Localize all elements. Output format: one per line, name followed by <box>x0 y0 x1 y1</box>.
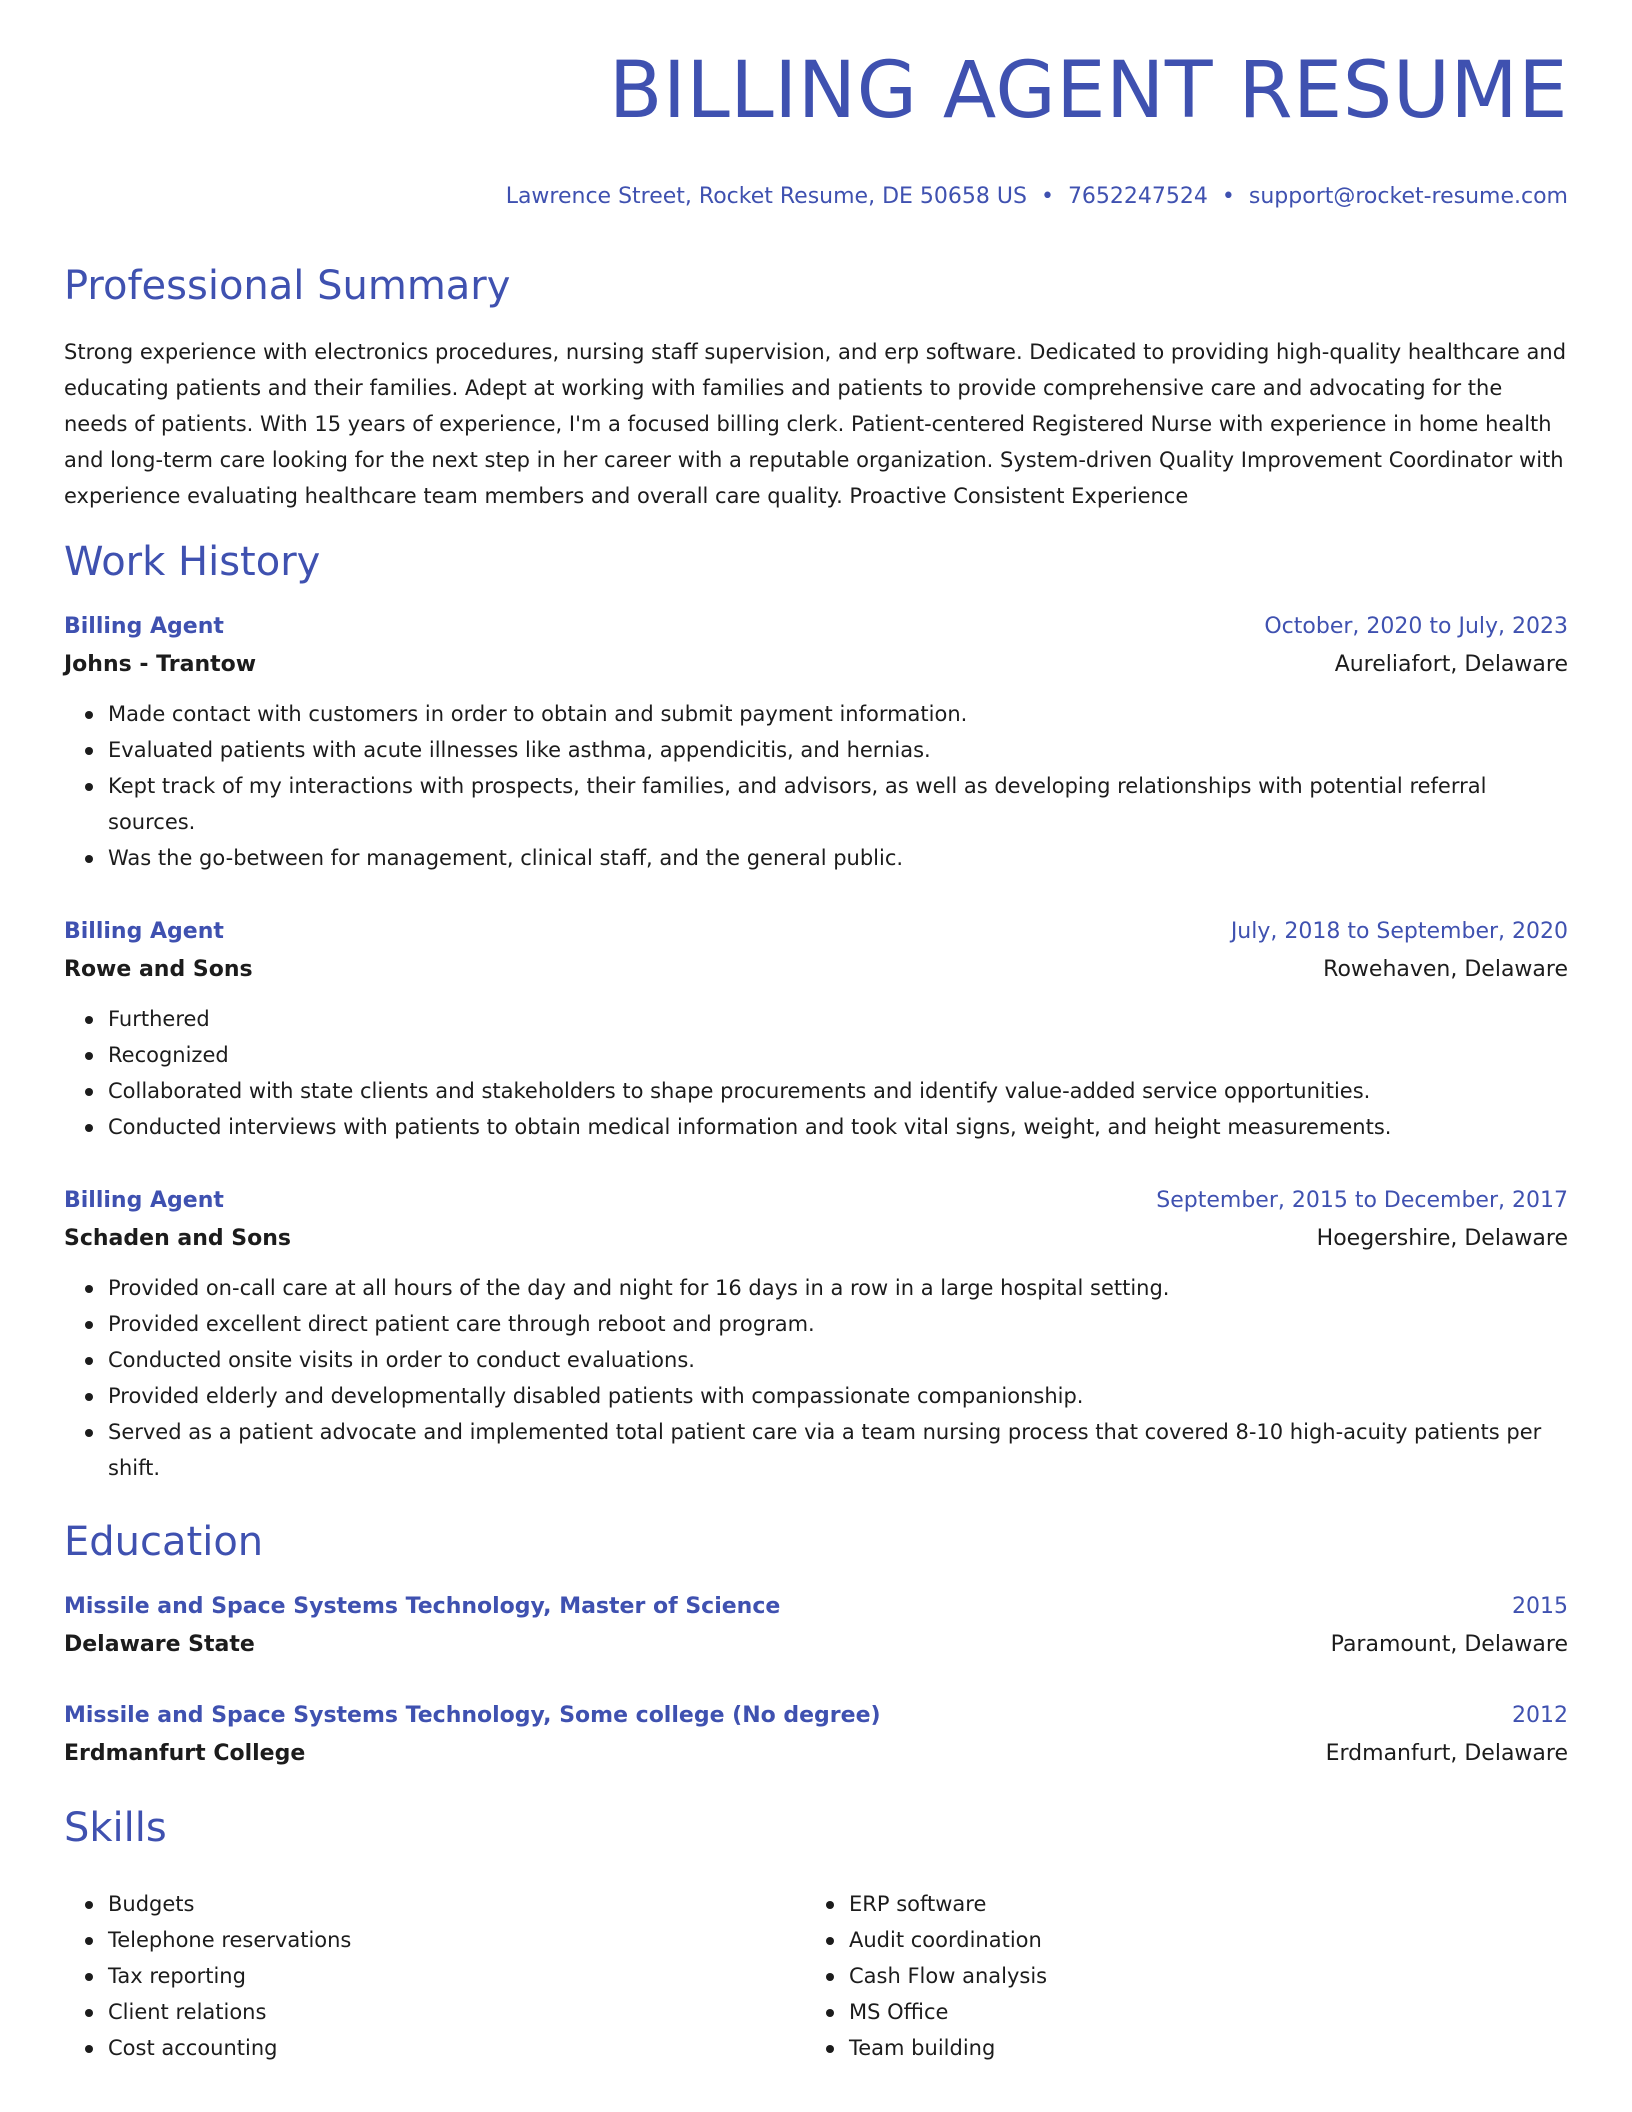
skills-heading: Skills <box>64 1805 167 1851</box>
bullet-item: Evaluated patients with acute illnesses like asthma, appendicitis, and hernias. <box>108 732 1568 768</box>
skill-item: Telephone reservations <box>108 1922 764 1958</box>
bullet-item: Recognized <box>108 1037 1568 1073</box>
skill-item: Tax reporting <box>108 1958 764 1994</box>
education-heading: Education <box>64 1519 264 1565</box>
education-school: Erdmanfurt College <box>64 1741 306 1766</box>
bullet-item: Conducted onsite visits in order to conduct evaluations. <box>108 1342 1568 1378</box>
job-entry <box>64 913 1568 1145</box>
job-title: Billing Agent <box>64 919 224 944</box>
bullet-item: Provided on-call care at all hours of the day and night for 16 days in a row in a large hospital setting. <box>108 1270 1568 1306</box>
contact-phone: 7652247524 <box>1067 184 1208 209</box>
skill-item: Team building <box>849 2030 1505 2066</box>
bullet-item: Furthered <box>108 1001 1568 1037</box>
education-year: 2015 <box>1512 1594 1568 1619</box>
job-dates: September, 2015 to December, 2017 <box>1156 1188 1568 1213</box>
skill-item: Client relations <box>108 1994 764 2030</box>
work-history-heading: Work History <box>64 539 321 585</box>
job-location: Rowehaven, Delaware <box>1323 957 1568 982</box>
education-location: Paramount, Delaware <box>1330 1632 1568 1657</box>
job-bullets <box>64 1270 1568 1486</box>
job-location: Aureliafort, Delaware <box>1334 652 1568 677</box>
bullet-item: Kept track of my interactions with prospects, their families, and advisors, as well as developing relationships with potential referral sources. <box>108 768 1568 840</box>
contact-line <box>506 182 1568 212</box>
job-entry <box>64 608 1568 876</box>
education-degree: Missile and Space Systems Technology, Some college (No degree) <box>64 1703 881 1728</box>
job-location: Hoegershire, Delaware <box>1316 1226 1568 1251</box>
contact-address: Lawrence Street, Rocket Resume, DE 50658 US <box>505 184 1027 209</box>
job-company: Schaden and Sons <box>64 1226 292 1251</box>
resume-title: BILLING AGENT RESUME <box>608 46 1568 136</box>
contact-email: support@rocket-resume.com <box>1248 184 1568 209</box>
job-company: Rowe and Sons <box>64 957 253 982</box>
skill-item: Audit coordination <box>849 1922 1505 1958</box>
job-title: Billing Agent <box>64 614 224 639</box>
job-title: Billing Agent <box>64 1188 224 1213</box>
skills-column-left <box>64 1886 764 2066</box>
contact-separator: • <box>1040 184 1054 209</box>
job-bullets <box>64 1001 1568 1145</box>
education-year: 2012 <box>1512 1703 1568 1728</box>
education-location: Erdmanfurt, Delaware <box>1325 1741 1568 1766</box>
skill-item: MS Office <box>849 1994 1505 2030</box>
job-company: Johns - Trantow <box>64 652 257 677</box>
bullet-item: Provided elderly and developmentally disabled patients with compassionate companionship. <box>108 1378 1568 1414</box>
education-school: Delaware State <box>64 1632 255 1657</box>
education-entry <box>64 1697 1568 1773</box>
bullet-item: Made contact with customers in order to obtain and submit payment information. <box>108 696 1568 732</box>
skills-bullets <box>64 1886 764 2066</box>
skill-item: Cost accounting <box>108 2030 764 2066</box>
summary-heading: Professional Summary <box>64 263 511 309</box>
bullet-item: Collaborated with state clients and stakeholders to shape procurements and identify value-added service opportunities. <box>108 1073 1568 1109</box>
summary-text: Strong experience with electronics procedures, nursing staff supervision, and erp software. Dedicated to providing high-quality healthcare and educating patients and their families. Adept at working with families and patients to provide comprehensive care and advocating for the needs of patients. With 15 years of experience, I'm a focused billing clerk. Patient-centered Registered Nurse with experience in home health and long-term care looking for the next step in her career with a reputable organization. System-driven Quality Improvement Coordinator with experience evaluating healthcare team members and overall care quality. Proactive Consistent Experience <box>64 340 1567 508</box>
skill-item: Budgets <box>108 1886 764 1922</box>
bullet-item: Conducted interviews with patients to obtain medical information and took vital signs, weight, and height measurements. <box>108 1109 1568 1145</box>
skill-item: Cash Flow analysis <box>849 1958 1505 1994</box>
skill-item: ERP software <box>849 1886 1505 1922</box>
bullet-item: Was the go-between for management, clinical staff, and the general public. <box>108 840 1568 876</box>
bullet-item: Provided excellent direct patient care through reboot and program. <box>108 1306 1568 1342</box>
skills-bullets <box>805 1886 1505 2066</box>
education-entry <box>64 1588 1568 1664</box>
job-dates: July, 2018 to September, 2020 <box>1230 919 1568 944</box>
job-entry <box>64 1182 1568 1486</box>
contact-separator: • <box>1221 184 1235 209</box>
education-degree: Missile and Space Systems Technology, Master of Science <box>64 1594 781 1619</box>
job-bullets <box>64 696 1568 876</box>
job-dates: October, 2020 to July, 2023 <box>1264 614 1568 639</box>
bullet-item: Served as a patient advocate and implemented total patient care via a team nursing process that covered 8-10 high-acuity patients per shift. <box>108 1414 1568 1486</box>
skills-column-right <box>805 1886 1505 2066</box>
